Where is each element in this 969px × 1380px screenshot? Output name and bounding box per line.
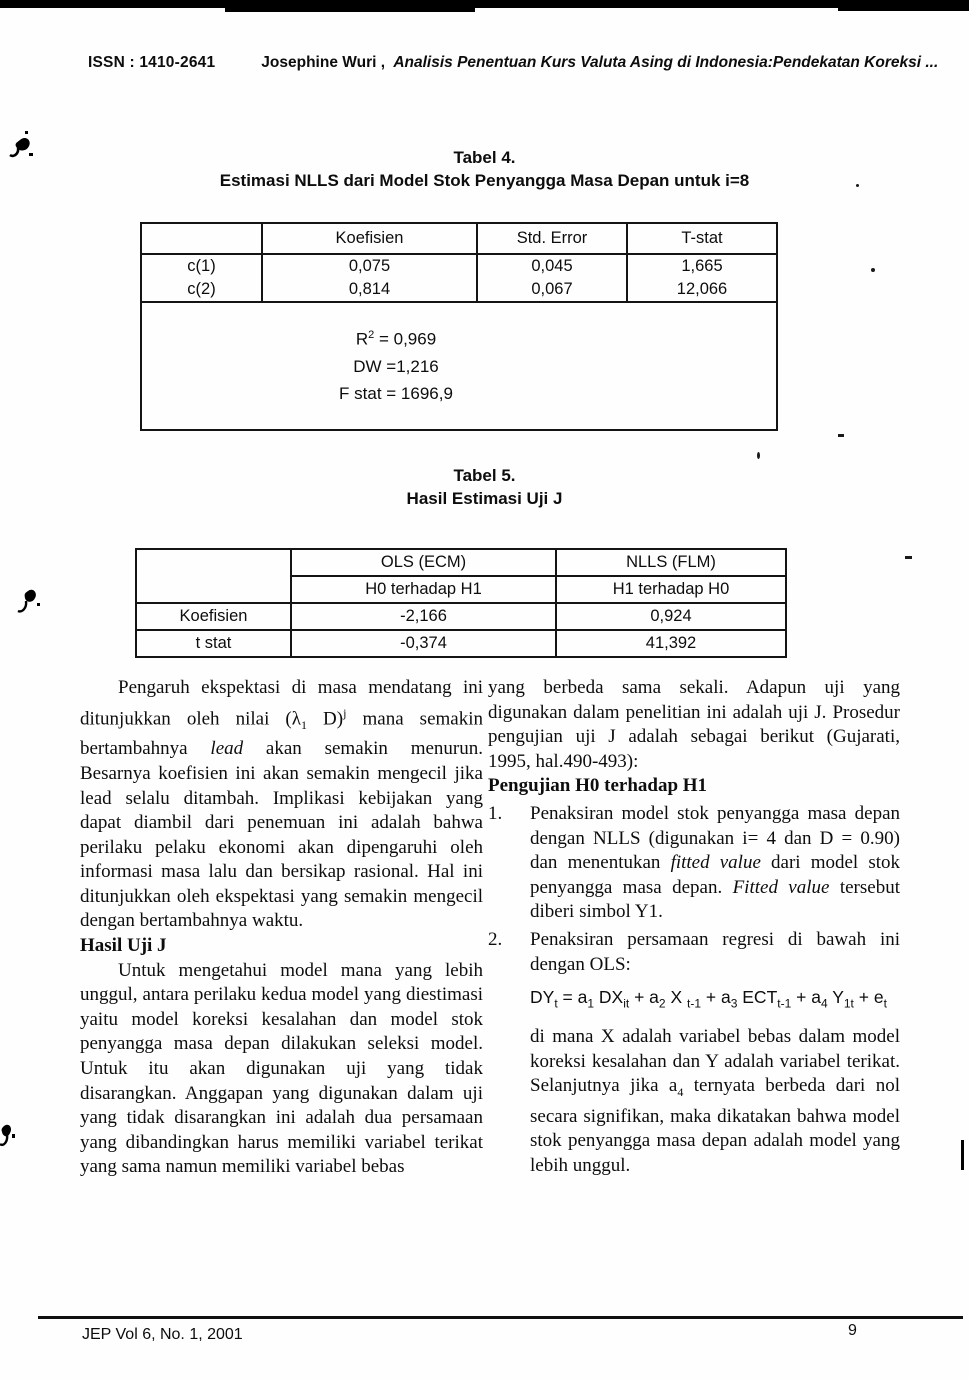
table5-koefisien-ols: -2,166: [291, 603, 556, 630]
table4: [140, 222, 778, 431]
table4-c1-t-stat: 1,665: [627, 254, 777, 278]
table4-dw: DW =1,216: [353, 356, 439, 376]
ink-mark: [0, 1120, 22, 1161]
table5-subheader-nlls: H1 terhadap H0: [556, 576, 786, 603]
table5-subheader-ols: H0 terhadap H1: [291, 576, 556, 603]
list-item-2: [488, 928, 900, 1179]
table5-caption: [0, 464, 969, 510]
journal-citation: JEP Vol 6, No. 1, 2001: [82, 1326, 243, 1343]
ink-mark: [16, 585, 42, 624]
table4-c2-std-error: 0,067: [477, 278, 627, 302]
paragraph-expectation: Pengaruh ekspektasi di masa mendatang ini ditunjukkan oleh nilai ($\lambda_1$ D)$^j$ mana semakin bertambahnya lead akan semakin menurun. Besarnya koefisien ini akan semakin mengecil jika lead selalu ditambah. Implikasi kebijakan yang dapat diambil dari penemuan ini adalah bahwa perilaku pelaku ekonomi akan dipengaruhi oleh informasi masa lalu dan bersikap rasional. Hal ini ditunjukkan oleh ekspektasi yang semakin mengecil dengan bertambahnya waktu.: [80, 677, 483, 932]
running-title: Analisis Penentuan Kurs Valuta Asing di Indonesia:Pendekatan Koreksi ...: [393, 54, 939, 71]
scan-speck: [871, 268, 875, 272]
list-item-2-number: 2.: [488, 928, 503, 950]
table5-header-empty: [136, 549, 291, 603]
table4-f-stat: F stat = 1696,9: [339, 383, 453, 403]
table5-tstat-nlls: 41,392: [556, 630, 786, 657]
scan-speck: [757, 452, 760, 459]
scan-speck: [838, 434, 844, 437]
table5-row-tstat: [136, 630, 786, 657]
paragraph-uji-j: yang berbeda sama sekali. Adapun uji yang digunakan dalam penelitian ini adalah uji J. Prosedur pengujian uji J adalah sebagai berikut (Gujarati, 1995, hal.490-493):: [488, 677, 900, 772]
paragraph-model-selection: Untuk mengetahui model mana yang lebih unggul, antara perilaku kedua model yang diestimasi yaitu model koreksi kesalahan dan model stok penyangga masa depan dilakukan seleksi model. Untuk itu akan digunakan uji yang tidak disarangkan. Anggapan yang digunakan dalam uji yang tidak disarangkan ini adalah dua persamaan yang dibandingkan harus memiliki variabel terikat yang sama namun memiliki variabel bebas: [80, 959, 483, 1178]
body-column-right: [488, 676, 900, 1179]
scan-edge-band: [225, 0, 475, 12]
issn-label: ISSN : 1410-2641: [88, 54, 216, 71]
table4-stats-block: [246, 322, 546, 407]
table4-row-c2: [141, 278, 777, 302]
scan-speck: [905, 556, 912, 559]
heading-pengujian-h0: Pengujian H0 terhadap H1: [488, 775, 708, 797]
table5-header-ols: OLS (ECM): [291, 549, 556, 576]
table4-r-squared: $R^2 = 0,969$: [355, 329, 437, 349]
table4-c2-label: c(2): [141, 278, 262, 302]
scan-edge-band: [838, 0, 969, 11]
table4-header-std-error: Std. Error: [477, 223, 627, 254]
author-name: Josephine Wuri ,: [261, 54, 386, 71]
table5-tstat-ols: -0,374: [291, 630, 556, 657]
table4-header-t-stat: T-stat: [627, 223, 777, 254]
table4-stats-row: [141, 302, 777, 430]
table4-row-c1: [141, 254, 777, 278]
table4-c2-koefisien: 0,814: [262, 278, 477, 302]
list-item-1-text: Penaksiran model stok penyangga masa depan dengan NLLS (digunakan i= 4 dan D = 0.90) dan menentukan fitted value dari model stok penyangga masa depan. Fitted value tersebut diberi simbol Y1.: [530, 802, 900, 923]
table5-header-nlls: NLLS (FLM): [556, 549, 786, 576]
list-item-1-number: 1.: [488, 802, 503, 824]
table4-c1-koefisien: 0,075: [262, 254, 477, 278]
table4-caption: [0, 146, 969, 192]
list-item-1: [488, 802, 900, 925]
table4-caption-line1: Tabel 4.: [453, 148, 516, 167]
table4-c1-std-error: 0,045: [477, 254, 627, 278]
table5-koefisien-label: Koefisien: [136, 603, 291, 630]
scan-margin-tick: [961, 1140, 964, 1170]
table4-c1-label: c(1): [187, 257, 216, 275]
table4-header-row: [141, 223, 777, 254]
table4-header-empty: [141, 223, 262, 254]
footer-rule: [38, 1316, 963, 1319]
table5: [135, 548, 787, 658]
table5-header-row: [136, 549, 786, 576]
page-header: [88, 54, 939, 72]
table5-caption-line1: Tabel 5.: [453, 466, 516, 485]
table5-row-koefisien: [136, 603, 786, 630]
table4-caption-line2: Estimasi NLLS dari Model Stok Penyangga Masa Depan untuk i=8: [219, 171, 750, 190]
table4-header-koefisien: Koefisien: [262, 223, 477, 254]
page-number: 9: [848, 1322, 857, 1339]
regression-equation: $DY_t = a_1$ $DX_{it} + a_2$ X $_{t-1} + a_3$ $ECT_{t-1} + a_4$ $Y_{1t} + e_t$: [530, 987, 887, 1011]
table5-koefisien-nlls: 0,924: [556, 603, 786, 630]
scan-edge-band: [0, 0, 969, 8]
list-item-2-text: di mana X adalah variabel bebas dalam model koreksi kesalahan dan Y adalah variabel terikat. Selanjutnya jika $a_4$ ternyata berbeda dari nol secara signifikan, maka dikatakan bahwa model stok penyangga masa depan adalah model yang lebih unggul.: [530, 1026, 900, 1176]
table5-tstat-label: t stat: [136, 630, 291, 657]
table4-c2-t-stat: 12,066: [627, 278, 777, 302]
table5-caption-line2: Hasil Estimasi Uji J: [406, 489, 563, 508]
body-column-left: [80, 676, 483, 1180]
heading-hasil-uji-j: Hasil Uji J: [80, 935, 167, 957]
list-item-2-intro: Penaksiran persamaan regresi di bawah ini dengan OLS:: [530, 928, 900, 975]
